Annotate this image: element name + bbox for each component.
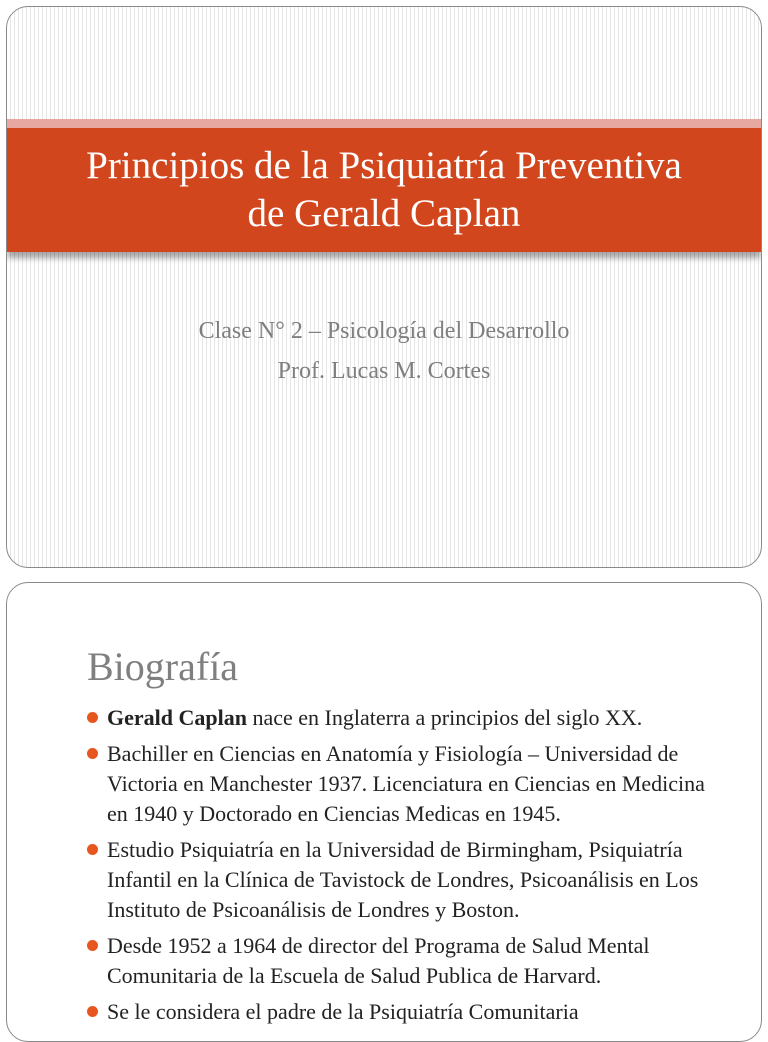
bullet-text: Desde 1952 a 1964 de director del Programa de Salud Mental Comunitaria de la Escuela de Salud Publica de Harvard. [107,933,650,988]
subtitle-course: Clase N° 2 – Psicología del Desarrollo [198,318,570,344]
bullet-text: Se le considera el padre de la Psiquiatría Comunitaria [107,999,579,1024]
bullet-icon [87,1006,98,1017]
title-band [7,128,761,252]
bullet-text: Estudio Psiquiatría en la Universidad de Birmingham, Psiquiatría Infantil en la Clínica de Tavistock de Londres, Psicoanálisis en Los Instituto de Psicoanálisis de Londres y Boston. [107,837,699,922]
list-item [87,835,727,925]
bullet-icon [87,940,98,951]
bullet-icon [87,844,98,855]
bullet-text: nace en Inglaterra a principios del siglo XX. [246,705,643,730]
title-band-accent [7,119,761,128]
list-item [87,931,727,991]
list-item [87,997,727,1027]
biography-slide [6,582,762,1042]
subtitle-professor: Prof. Lucas M. Cortes [277,358,491,384]
bullet-text: Bachiller en Ciencias en Anatomía y Fisiología – Universidad de Victoria en Manchester 1937. Licenciatura en Ciencias en Medicina en 1940 y Doctorado en Ciencias Medicas en 1945. [107,741,705,826]
slide-title-line-1: Principios de la Psiquiatría Preventiva [86,144,682,187]
slide-title-line-2: de Gerald Caplan [247,192,521,235]
bullet-list [87,703,727,1033]
bullet-icon [87,712,98,723]
list-item [87,703,727,733]
list-item [87,739,727,829]
bullet-bold-text: Gerald Caplan [107,705,247,730]
title-slide [6,6,762,568]
bullet-icon [87,748,98,759]
slide-heading: Biografía [87,644,239,689]
